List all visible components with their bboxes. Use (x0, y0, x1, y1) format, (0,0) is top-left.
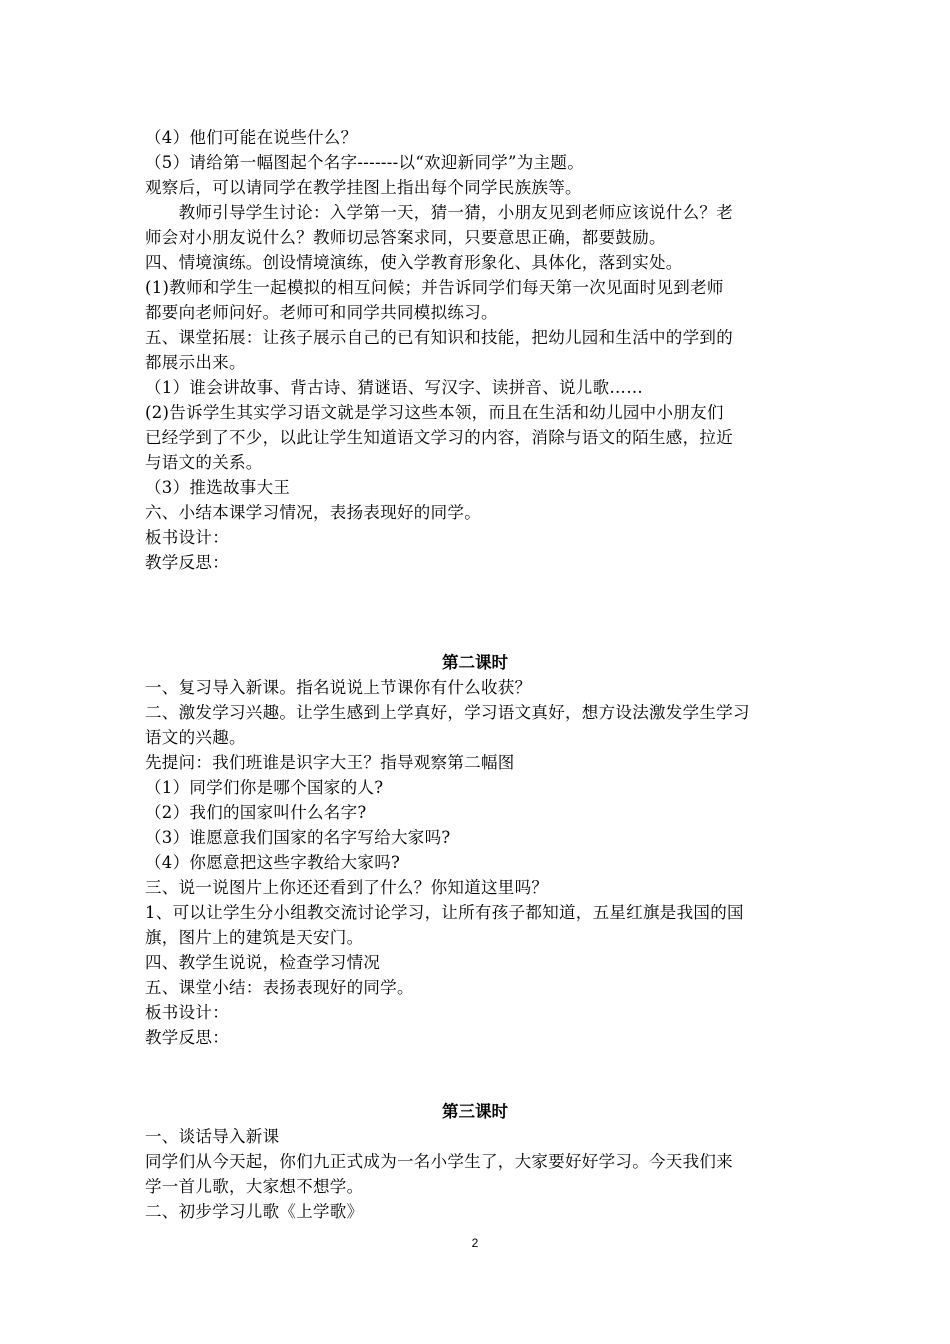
text-line: 一、谈话导入新课 (145, 1127, 280, 1146)
text-line: 一、复习导入新课。指名说说上节课你有什么收获？ (145, 678, 532, 697)
section-heading: 第二课时 (442, 653, 508, 672)
text-line: 四、教学生说说，检查学习情况 (145, 953, 381, 972)
text-line: 教学反思： (145, 553, 229, 572)
text-line: 六、小结本课学习情况，表扬表现好的同学。 (145, 503, 481, 522)
text-line: 1、可以让学生分小组教交流讨论学习，让所有孩子都知道，五星红旗是我国的国 (145, 903, 744, 922)
section-heading: 第三课时 (442, 1102, 508, 1121)
page-number: 2 (471, 1236, 479, 1250)
text-line: 与语文的关系。 (145, 453, 263, 472)
text-line: 观察后，可以请同学在教学挂图上指出每个同学民族族等。 (145, 178, 582, 197)
text-line: （2）我们的国家叫什么名字? (145, 803, 367, 822)
text-line: 同学们从今天起，你们九正式成为一名小学生了，大家要好好学习。今天我们来 (145, 1152, 733, 1171)
text-line: 板书设计： (145, 528, 229, 547)
text-line: 三、说一说图片上你还还看到了什么？你知道这里吗？ (145, 878, 549, 897)
text-line: （5）请给第一幅图起个名字-------以“欢迎新同学”为主题。 (145, 153, 584, 172)
text-line: （3）谁愿意我们国家的名字写给大家吗? (145, 828, 451, 847)
text-line: 二、初步学习儿歌《上学歌》 (145, 1202, 364, 1221)
text-line: 学一首儿歌，大家想不想学。 (145, 1177, 364, 1196)
text-line: 已经学到了不少，以此让学生知道语文学习的内容，消除与语文的陌生感，拉近 (145, 428, 733, 447)
text-line: 旗，图片上的建筑是天安门。 (145, 928, 364, 947)
text-line: （3）推选故事大王 (145, 478, 291, 497)
text-line: 先提问：我们班谁是识字大王？指导观察第二幅图 (145, 753, 515, 772)
text-line: 语文的兴趣。 (145, 728, 246, 747)
text-line: 四、情境演练。创设情境演练，使入学教育形象化、具体化，落到实处。 (145, 253, 683, 272)
text-line: 五、课堂小结：表扬表现好的同学。 (145, 978, 414, 997)
text-line: 二、激发学习兴趣。让学生感到上学真好，学习语文真好，想方设法激发学生学习 (145, 703, 750, 722)
text-line: (1)教师和学生一起模拟的相互问候；并告诉同学们每天第一次见面时见到老师 (145, 278, 724, 297)
text-line: （1）谁会讲故事、背古诗、猜谜语、写汉字、读拼音、说儿歌…… (145, 378, 643, 397)
text-line: 五、课堂拓展：让孩子展示自己的已有知识和技能，把幼儿园和生活中的学到的 (145, 328, 733, 347)
text-line: (2)告诉学生其实学习语文就是学习这些本领，而且在生活和幼儿园中小朋友们 (145, 403, 724, 422)
text-line: 教学反思： (145, 1028, 229, 1047)
text-line: （4）他们可能在说些什么？ (145, 128, 358, 147)
text-line: （4）你愿意把这些字教给大家吗? (145, 853, 401, 872)
text-line: 板书设计： (145, 1003, 229, 1022)
text-line: 都要向老师问好。老师可和同学共同模拟练习。 (145, 303, 498, 322)
text-line: 师会对小朋友说什么？教师切忌答案求同，只要意思正确，都要鼓励。 (145, 228, 666, 247)
text-line: 教师引导学生讨论：入学第一天，猜一猜，小朋友见到老师应该说什么？老 (145, 203, 733, 222)
text-line: （1）同学们你是哪个国家的人? (145, 778, 384, 797)
text-line: 都展示出来。 (145, 353, 246, 372)
